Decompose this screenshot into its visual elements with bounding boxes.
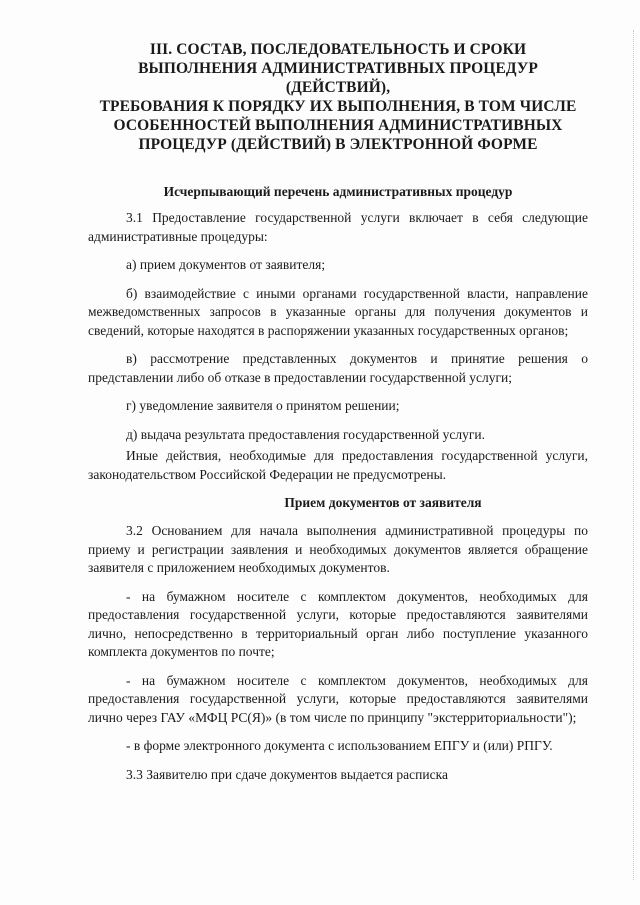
paragraph-other-actions: Иные действия, необходимые для предоставления государственной услуги, законодательством Российской Федерации не предусмотрены.	[88, 448, 588, 482]
paragraph-dash-paper-direct: - на бумажном носителе с комплектом документов, необходимых для предоставления государственной услуги, которые предоставляются заявителями лично, непосредственно в территориальный орган либо поступление указанного комплекта документов по почте;	[88, 588, 588, 659]
subheading-procedures-list: Исчерпывающий перечень административных процедур	[163, 184, 513, 199]
paragraph-item-b: б) взаимодействие с иными органами государственной власти, направление межведомственных запросов в указанные органы для получения документов и сведений, которые находятся в распоряжении указанных государственных органов;	[88, 285, 588, 338]
section-title-line: ВЫПОЛНЕНИЯ АДМИНИСТРАТИВНЫХ ПРОЦЕДУР (ДЕЙСТВИЙ),	[138, 60, 538, 96]
section-title-line: III. СОСТАВ, ПОСЛЕДОВАТЕЛЬНОСТЬ И СРОКИ	[149, 41, 527, 58]
paragraph-item-d: д) выдача результата предоставления государственной услуги.	[126, 426, 485, 442]
section-title-line: ПРОЦЕДУР (ДЕЙСТВИЙ) В ЭЛЕКТРОННОЙ ФОРМЕ	[138, 136, 538, 153]
paragraph-item-g: г) уведомление заявителя о принятом решении;	[126, 398, 400, 413]
document-body	[88, 40, 588, 784]
paragraph-3-2: 3.2 Основанием для начала выполнения административной процедуры по приему и регистрации заявления и необходимых документов является обращение заявителя с приложением необходимых документов.	[88, 523, 588, 575]
section-title-line: ТРЕБОВАНИЯ К ПОРЯДКУ ИХ ВЫПОЛНЕНИЯ, В ТОМ ЧИСЛЕ	[99, 98, 577, 115]
subheading-document-intake: Прием документов от заявителя	[284, 495, 482, 510]
paragraph-3-3: 3.3 Заявителю при сдаче документов выдается расписка	[126, 766, 448, 782]
paragraph-3-1: 3.1 Предоставление государственной услуги включает в себя следующие административные процедуры:	[88, 210, 588, 244]
section-title-line: ОСОБЕННОСТЕЙ ВЫПОЛНЕНИЯ АДМИНИСТРАТИВНЫХ	[113, 117, 563, 134]
paragraph-item-v: в) рассмотрение представленных документов и принятие решения о представлении либо об отказе в предоставлении государственной услуги;	[88, 351, 588, 385]
paragraph-dash-paper-mfc: - на бумажном носителе с комплектом документов, необходимых для предоставления государственной услуги, которые предоставляются заявителями лично через ГАУ «МФЦ РС(Я)» (в том числе по принципу "экстерриториальности");	[88, 672, 588, 725]
paragraph-dash-electronic: - в форме электронного документа с использованием ЕПГУ и (или) РПГУ.	[126, 738, 553, 753]
paragraph-item-a: а) прием документов от заявителя;	[126, 257, 326, 272]
section-title	[88, 40, 588, 154]
scan-edge-dots	[632, 30, 634, 880]
